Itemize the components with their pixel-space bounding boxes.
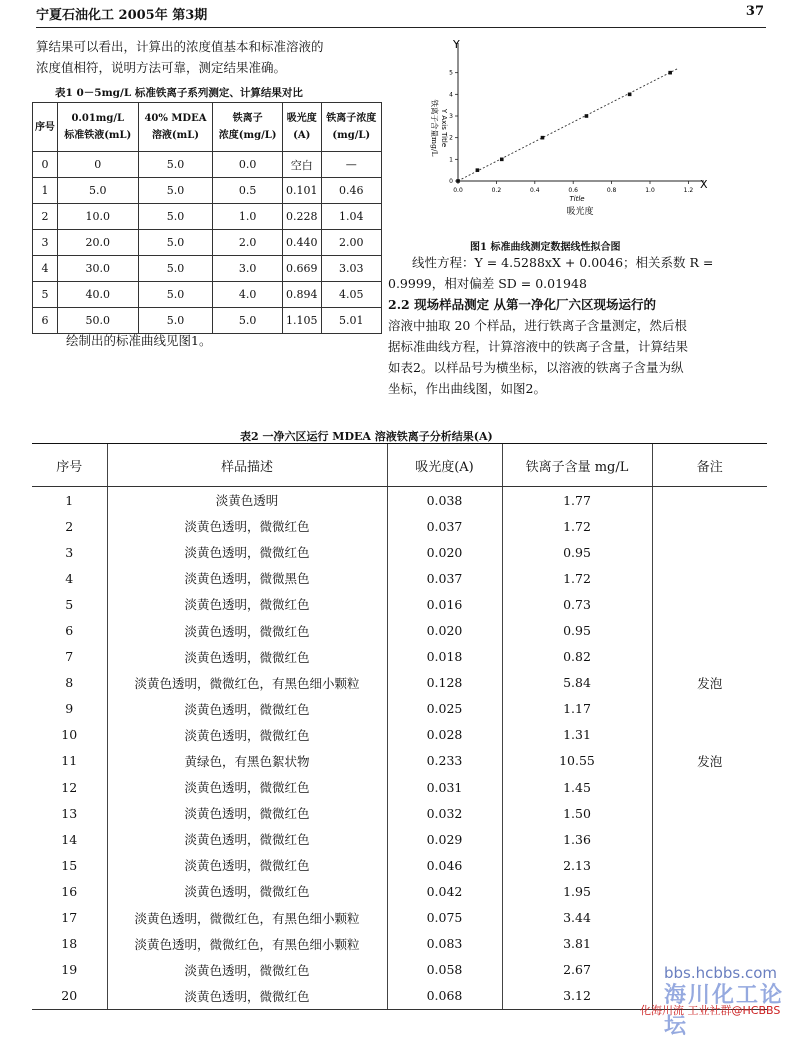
table1-cell: 1.04 xyxy=(321,204,381,230)
table2-cell: 0.032 xyxy=(387,800,502,826)
table1-row xyxy=(33,152,382,178)
text-line: 溶液中抽取 20 个样品，进行铁离子含量测定，然后根 xyxy=(388,318,687,333)
y-tick-label: 5 xyxy=(449,69,453,77)
table2-cell: 13 xyxy=(61,805,78,821)
table1-cell: 1.105 xyxy=(282,308,321,334)
table2-cell: 3.12 xyxy=(502,983,652,1010)
table1-cell: 10.0 xyxy=(57,204,138,230)
y-axis-letter: Y xyxy=(453,38,460,51)
fit-line xyxy=(458,68,679,181)
table2-row xyxy=(32,957,767,983)
table1 xyxy=(32,102,382,334)
watermark-site: bbs.hcbbs.com xyxy=(664,964,778,982)
table2-cell: 10.55 xyxy=(502,748,652,774)
table2-cell xyxy=(652,722,767,748)
y-tick-label: 0 xyxy=(449,178,453,185)
table2-cell: 淡黄色透明，微微红色 xyxy=(107,957,387,983)
table2-cell: 16 xyxy=(61,883,78,899)
table2-cell: 淡黄色透明，微微红色 xyxy=(107,878,387,904)
table2-row xyxy=(32,487,767,514)
x-tick-label: 0.4 xyxy=(530,187,540,194)
header-line: 标准铁液(mL) xyxy=(64,130,132,141)
x-tick-label: 0.2 xyxy=(491,187,502,194)
data-point xyxy=(668,71,672,75)
table2-cell: 1.72 xyxy=(502,513,652,539)
table1-cell: 2 xyxy=(33,204,58,230)
data-point xyxy=(541,136,545,140)
table1-cell: 40.0 xyxy=(57,282,138,308)
table1-header-cell xyxy=(57,103,138,152)
table1-cell: 0.894 xyxy=(282,282,321,308)
table2-cell: 淡黄色透明，微微红色 xyxy=(107,852,387,878)
table1-cell: 5.0 xyxy=(213,308,283,334)
table2-cell: 淡黄色透明，微微红色 xyxy=(107,722,387,748)
table1-cell: 5.0 xyxy=(138,256,213,282)
table2-cell: 0.058 xyxy=(387,957,502,983)
table1-cell: 5.0 xyxy=(57,178,138,204)
data-point xyxy=(500,158,504,162)
table2-cell: 0.016 xyxy=(387,591,502,617)
table1-cell: 0 xyxy=(57,152,138,178)
table2-header-cell: 序号 xyxy=(32,444,107,487)
table2-row xyxy=(32,878,767,904)
table2-cell xyxy=(652,905,767,931)
table2-cell: 0.068 xyxy=(387,983,502,1010)
table1-cell: 空白 xyxy=(282,152,321,178)
table2-cell xyxy=(652,852,767,878)
table2-cell: 黄绿色，有黑色絮状物 xyxy=(107,748,387,774)
table2-header-cell: 铁离子含量 mg/L xyxy=(502,444,652,487)
table1-row xyxy=(33,256,382,282)
table2-cell: 8 xyxy=(65,675,74,691)
table2-cell xyxy=(652,931,767,957)
table2-cell: 5 xyxy=(65,596,74,612)
table2-cell: 14 xyxy=(61,831,78,847)
data-point xyxy=(476,168,480,172)
table1-cell: 1 xyxy=(33,178,58,204)
table2-cell: 淡黄色透明，微微红色 xyxy=(107,696,387,722)
table2-cell: 淡黄色透明 xyxy=(107,487,387,514)
text-line: 算结果可以看出，计算出的浓度值基本和标准溶液的 xyxy=(36,39,324,54)
table2-cell: 淡黄色透明，微微红色 xyxy=(107,591,387,617)
header-line: 浓度(mg/L) xyxy=(218,130,277,141)
table1-cell: 4 xyxy=(33,256,58,282)
table1-cell: 4.05 xyxy=(321,282,381,308)
table2-row xyxy=(32,644,767,670)
table2-cell: 1.45 xyxy=(502,774,652,800)
table2-cell: 淡黄色透明，微微红色 xyxy=(107,513,387,539)
table1-cell: 0.101 xyxy=(282,178,321,204)
table2-cell: 6 xyxy=(65,623,74,639)
table2-cell xyxy=(652,696,767,722)
table2-cell: 0.95 xyxy=(502,617,652,643)
table1-header-cell xyxy=(33,103,58,152)
table2-cell: 1.17 xyxy=(502,696,652,722)
table2-cell: 15 xyxy=(61,857,78,873)
table2-cell xyxy=(652,539,767,565)
table2-cell: 0.95 xyxy=(502,539,652,565)
table2-cell: 淡黄色透明，微微红色 xyxy=(107,800,387,826)
data-point xyxy=(628,93,632,97)
table2-cell: 0.042 xyxy=(387,878,502,904)
header-line: 铁离子浓度 xyxy=(326,113,377,124)
x-axis-sub-label: Title xyxy=(569,195,585,203)
table2-cell: 11 xyxy=(61,753,78,769)
text-line: 据标准曲线方程，计算溶液中的铁离子含量，计算结果 xyxy=(388,339,689,354)
x-axis-letter: X xyxy=(700,178,708,191)
header-line: 40% MDEA xyxy=(144,113,207,124)
table2-row xyxy=(32,748,767,774)
table1-cell: — xyxy=(321,152,381,178)
table1-cell: 2.00 xyxy=(321,230,381,256)
table1-row xyxy=(33,178,382,204)
table2-cell: 9 xyxy=(65,701,74,717)
table2-cell: 5.84 xyxy=(502,670,652,696)
table1-cell: 3.03 xyxy=(321,256,381,282)
table2-header-cell: 备注 xyxy=(652,444,767,487)
table2-cell: 0.233 xyxy=(387,748,502,774)
data-point xyxy=(456,179,460,183)
table1-cell: 5 xyxy=(33,282,58,308)
table2-cell: 0.020 xyxy=(387,539,502,565)
table1-cell: 5.0 xyxy=(138,230,213,256)
table1-cell: 4.0 xyxy=(213,282,283,308)
table2-cell: 3.44 xyxy=(502,905,652,931)
table2-cell: 3 xyxy=(65,544,74,560)
table2-row xyxy=(32,800,767,826)
y-axis-sub-label: Y Axis Title xyxy=(440,108,448,148)
y-tick-label: 3 xyxy=(449,113,453,120)
table1-cell: 50.0 xyxy=(57,308,138,334)
table2 xyxy=(32,443,767,1010)
right-paragraph xyxy=(388,252,768,399)
table2-row xyxy=(32,905,767,931)
page-number: 37 xyxy=(745,4,764,19)
table2-cell: 淡黄色透明，微微红色，有黑色细小颗粒 xyxy=(107,905,387,931)
table2-row xyxy=(32,826,767,852)
table1-cell: 0 xyxy=(33,152,58,178)
table1-row xyxy=(33,204,382,230)
x-tick-label: 1.0 xyxy=(645,187,655,194)
table2-cell: 淡黄色透明，微微红色 xyxy=(107,539,387,565)
table1-cell: 3.0 xyxy=(213,256,283,282)
table1-cell: 0.440 xyxy=(282,230,321,256)
table2-caption: 表2 一净六区运行 MDEA 溶液铁离子分析结果(A) xyxy=(240,430,493,443)
table1-cell: 2.0 xyxy=(213,230,283,256)
table2-cell xyxy=(652,591,767,617)
x-axis-label: 吸光度 xyxy=(566,207,594,217)
text-line: 线性方程：Y = 4.5288xX + 0.0046；相关系数 R = xyxy=(412,255,714,270)
table2-cell: 2.13 xyxy=(502,852,652,878)
table2-cell: 1.95 xyxy=(502,878,652,904)
watermark-bottom-text: 化海川流 工业社群@HCBBS xyxy=(640,1004,781,1017)
text-line: 0.9999，相对偏差 SD = 0.01948 xyxy=(388,276,587,291)
table2-cell: 0.020 xyxy=(387,617,502,643)
after-table1-text: 绘制出的标准曲线见图1。 xyxy=(66,333,212,348)
table2-cell xyxy=(652,565,767,591)
table1-cell: 1.0 xyxy=(213,204,283,230)
table2-cell: 0.037 xyxy=(387,513,502,539)
table1-cell: 5.0 xyxy=(138,152,213,178)
table2-cell: 淡黄色透明，微微红色 xyxy=(107,983,387,1010)
header-line: (A) xyxy=(293,130,311,141)
table2-cell: 淡黄色透明，微微红色 xyxy=(107,774,387,800)
table1-caption: 表1 0－5mg/L 标准铁离子系列测定、计算结果对比 xyxy=(55,87,303,99)
y-tick-label: 4 xyxy=(449,91,453,99)
table1-header-cell xyxy=(213,103,283,152)
table2-cell xyxy=(652,800,767,826)
table1-cell: 5.01 xyxy=(321,308,381,334)
page-header xyxy=(36,4,764,24)
table1-header-cell xyxy=(282,103,321,152)
figure1-caption: 图1 标准曲线测定数据线性拟合图 xyxy=(470,242,621,253)
table1-cell: 6 xyxy=(33,308,58,334)
journal-info: 宁夏石油化工 2005年 第3期 xyxy=(36,8,208,23)
table2-cell: 19 xyxy=(61,962,78,978)
table2-cell: 7 xyxy=(65,649,74,665)
table2-cell: 0.82 xyxy=(502,644,652,670)
table2-cell: 12 xyxy=(61,779,78,795)
table1-cell: 5.0 xyxy=(138,178,213,204)
data-point xyxy=(585,114,589,118)
table2-cell xyxy=(652,878,767,904)
table2-row xyxy=(32,852,767,878)
y-tick-label: 1 xyxy=(449,156,453,164)
table2-cell: 发泡 xyxy=(652,748,767,774)
table2-cell: 0.038 xyxy=(387,487,502,514)
table2-cell xyxy=(652,774,767,800)
header-line: 0.01mg/L xyxy=(71,113,125,124)
table1-cell: 0.0 xyxy=(213,152,283,178)
table2-cell: 0.028 xyxy=(387,722,502,748)
table2-cell: 1 xyxy=(65,492,74,508)
table2-cell: 0.018 xyxy=(387,644,502,670)
table1-cell: 5.0 xyxy=(138,282,213,308)
table2-cell: 0.046 xyxy=(387,852,502,878)
table2-cell xyxy=(652,617,767,643)
table2-cell: 0.083 xyxy=(387,931,502,957)
y-axis-label: 铁离子含量mg/L xyxy=(430,99,439,157)
table2-cell: 淡黄色透明，微微黑色 xyxy=(107,565,387,591)
table1-header-cell xyxy=(321,103,381,152)
table1-cell: 3 xyxy=(33,230,58,256)
figure1-chart xyxy=(420,36,720,231)
table2-cell: 2.67 xyxy=(502,957,652,983)
table1-row xyxy=(33,282,382,308)
header-line: 吸光度 xyxy=(286,113,317,124)
table2-cell: 发泡 xyxy=(652,670,767,696)
table2-cell: 3.81 xyxy=(502,931,652,957)
table2-cell: 淡黄色透明，微微红色，有黑色细小颗粒 xyxy=(107,670,387,696)
table1-cell: 5.0 xyxy=(138,204,213,230)
table2-row xyxy=(32,722,767,748)
table2-cell: 1.72 xyxy=(502,565,652,591)
table2-cell: 0.128 xyxy=(387,670,502,696)
table2-header-cell: 吸光度(A) xyxy=(387,444,502,487)
table2-cell: 淡黄色透明，微微红色，有黑色细小颗粒 xyxy=(107,931,387,957)
y-tick-label: 2 xyxy=(449,134,453,142)
table2-cell: 10 xyxy=(61,727,78,743)
text-line: 如表2。以样品号为横坐标，以溶液的铁离子含量为纵 xyxy=(388,360,684,375)
table2-cell: 淡黄色透明，微微红色 xyxy=(107,644,387,670)
table2-row xyxy=(32,696,767,722)
table1-cell: 0.46 xyxy=(321,178,381,204)
table2-cell: 17 xyxy=(61,910,78,926)
table2-row xyxy=(32,565,767,591)
table1-header-cell xyxy=(138,103,213,152)
table2-cell: 4 xyxy=(65,570,74,586)
left-top-paragraph xyxy=(36,36,386,78)
table1-cell: 20.0 xyxy=(57,230,138,256)
table2-cell xyxy=(652,487,767,514)
table2-cell: 0.075 xyxy=(387,905,502,931)
table2-cell: 1.50 xyxy=(502,800,652,826)
table2-row xyxy=(32,539,767,565)
table1-cell: 30.0 xyxy=(57,256,138,282)
table2-cell: 淡黄色透明，微微红色 xyxy=(107,617,387,643)
x-tick-label: 1.2 xyxy=(683,187,694,194)
x-tick-label: 0.0 xyxy=(453,187,463,194)
table2-cell: 1.36 xyxy=(502,826,652,852)
table1-cell: 0.5 xyxy=(213,178,283,204)
section-heading-line: 2.2 现场样品测定 从第一净化厂六区现场运行的 xyxy=(388,297,656,312)
table2-row xyxy=(32,931,767,957)
table2-cell: 1.77 xyxy=(502,487,652,514)
x-tick-label: 0.6 xyxy=(568,187,578,194)
table1-cell: 0.669 xyxy=(282,256,321,282)
table1-cell: 0.228 xyxy=(282,204,321,230)
header-line: 序号 xyxy=(34,121,55,133)
text-line: 坐标，作出曲线图，如图2。 xyxy=(388,381,546,396)
table2-cell: 淡黄色透明，微微红色 xyxy=(107,826,387,852)
header-line: 溶液(mL) xyxy=(151,130,200,141)
table2-cell: 0.029 xyxy=(387,826,502,852)
table2-cell xyxy=(652,513,767,539)
header-rule xyxy=(36,27,766,28)
table2-cell: 1.31 xyxy=(502,722,652,748)
table2-cell: 0.025 xyxy=(387,696,502,722)
table2-cell xyxy=(652,644,767,670)
text-line: 浓度值相符，说明方法可靠，测定结果准确。 xyxy=(36,60,287,75)
table2-cell: 2 xyxy=(65,518,74,534)
table2-row xyxy=(32,591,767,617)
table2-row xyxy=(32,513,767,539)
table2-cell xyxy=(652,826,767,852)
table2-cell: 18 xyxy=(61,936,78,952)
header-line: 铁离子 xyxy=(232,113,263,124)
table2-cell: 20 xyxy=(32,983,107,1010)
table2-row xyxy=(32,617,767,643)
table1-cell: 5.0 xyxy=(138,308,213,334)
table1-row xyxy=(33,230,382,256)
table2-row xyxy=(32,774,767,800)
header-line: (mg/L) xyxy=(332,130,371,141)
table2-row xyxy=(32,670,767,696)
table2-cell: 0.037 xyxy=(387,565,502,591)
table2-cell: 0.73 xyxy=(502,591,652,617)
table2-header-cell: 样品描述 xyxy=(107,444,387,487)
table2-cell: 0.031 xyxy=(387,774,502,800)
watermark-logo: 海川化工论坛 xyxy=(664,983,785,1039)
x-tick-label: 0.8 xyxy=(606,187,617,194)
